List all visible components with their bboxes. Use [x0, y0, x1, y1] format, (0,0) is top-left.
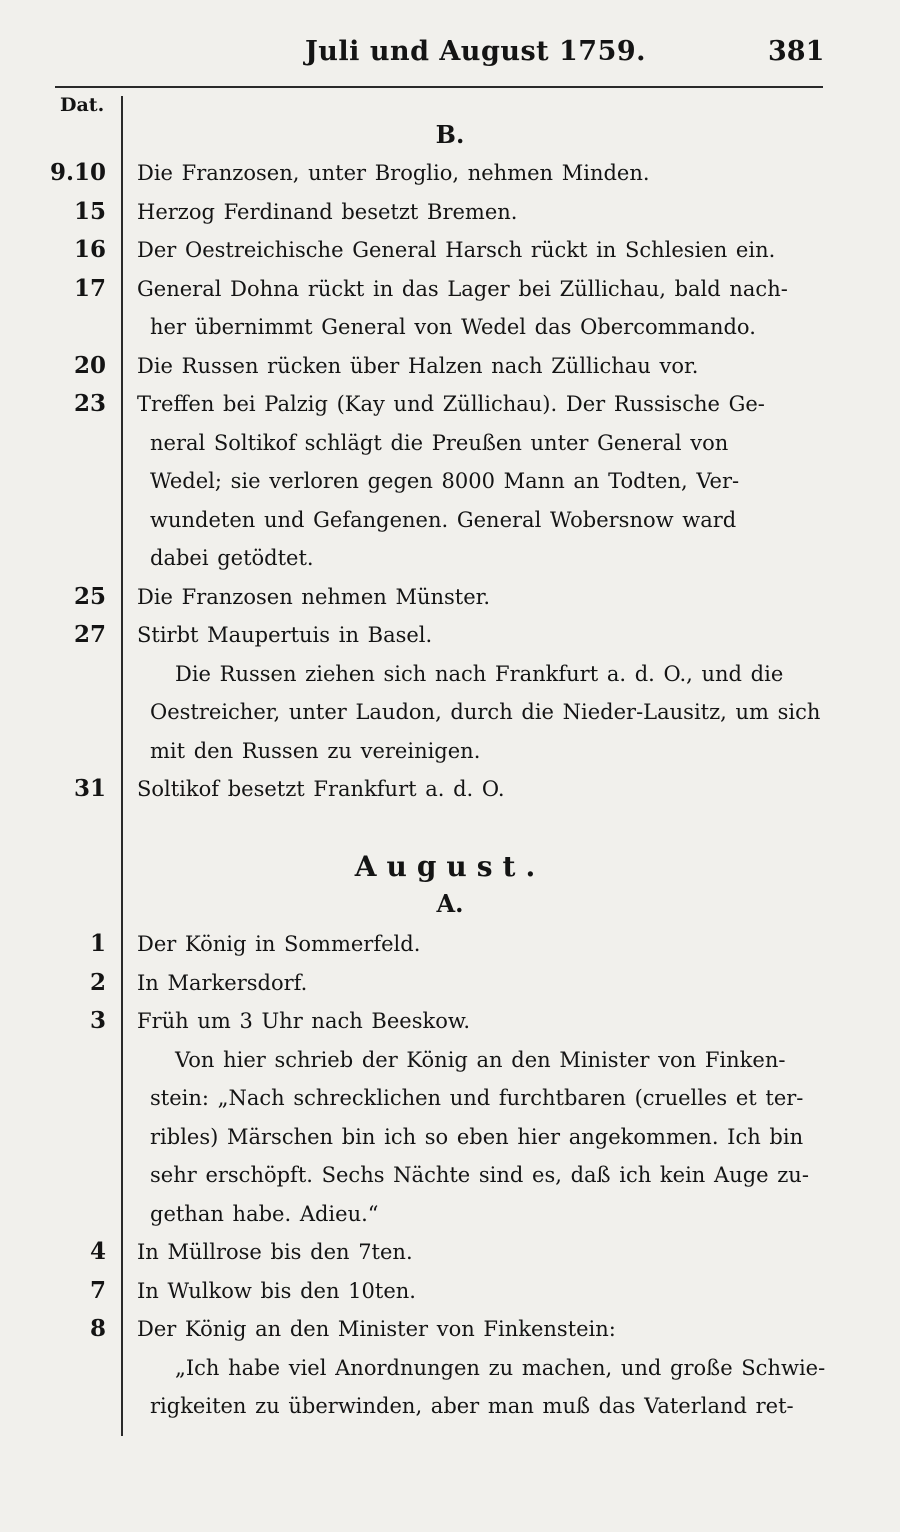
entry-date: 15 — [73, 197, 106, 225]
entry-line — [0, 193, 900, 231]
entry-date: 9.10 — [49, 159, 106, 186]
entry-line — [0, 770, 900, 808]
section-heading: A. — [436, 889, 464, 918]
entry-line — [0, 154, 900, 192]
entry-text: Die Russen rücken über Halzen nach Züllichau vor. — [137, 353, 699, 378]
entry-date: 23 — [73, 390, 106, 417]
entry-date: 31 — [73, 775, 106, 802]
entry-text: mit den Russen zu vereinigen. — [150, 738, 481, 763]
entry-line — [0, 1349, 900, 1387]
entry-line — [0, 925, 900, 963]
entry-line — [0, 732, 900, 770]
entry-text: In Wulkow bis den 10ten. — [137, 1278, 416, 1303]
entry-text: General Dohna rückt in das Lager bei Züllichau, bald nach- — [137, 276, 788, 301]
entry-line — [0, 693, 900, 731]
entry-text: Oestreicher, unter Laudon, durch die Nieder-Lausitz, um sich — [150, 700, 821, 724]
entry-text: neral Soltikof schlägt die Preußen unter General von — [150, 430, 729, 455]
entry-date: 7 — [89, 1276, 106, 1304]
entry-text: wundeten und Gefangenen. General Wobersnow ward — [150, 507, 737, 532]
page-number: 381 — [768, 36, 825, 67]
month-heading: August. — [354, 850, 546, 883]
entry-text: Früh um 3 Uhr nach Beeskow. — [137, 1009, 471, 1033]
entry-text: Herzog Ferdinand besetzt Bremen. — [137, 199, 518, 224]
entry-line — [0, 1310, 900, 1348]
entry-line — [0, 270, 900, 308]
entry-date: 4 — [89, 1238, 106, 1265]
entry-line — [0, 1195, 900, 1233]
entry-text: Die Franzosen nehmen Münster. — [137, 584, 491, 609]
entry-line — [0, 424, 900, 462]
entry-line — [0, 462, 900, 500]
entry-line — [0, 1002, 900, 1040]
date-column-label: Dat. — [60, 94, 105, 116]
entry-text: Die Franzosen, unter Broglio, nehmen Minden. — [137, 161, 650, 185]
entry-text: Von hier schrieb der König an den Minister von Finken- — [175, 1047, 786, 1072]
entry-line — [0, 1387, 900, 1425]
entry-line — [0, 308, 900, 346]
entry-line — [0, 578, 900, 616]
entry-date: 20 — [73, 351, 106, 379]
entry-line — [0, 1118, 900, 1156]
entry-date: 2 — [89, 968, 106, 996]
entry-line — [0, 655, 900, 693]
entry-text: sehr erschöpft. Sechs Nächte sind es, daß ich kein Auge zu- — [150, 1163, 809, 1187]
entry-text: Soltikof besetzt Frankfurt a. d. O. — [137, 777, 505, 801]
entry-text: Der König an den Minister von Finkenstein: — [137, 1317, 616, 1341]
entry-text: „Ich habe viel Anordnungen zu machen, und große Schwie- — [175, 1355, 826, 1380]
entry-line — [0, 1272, 900, 1310]
entry-date: 27 — [73, 621, 106, 648]
entry-line — [0, 539, 900, 577]
entry-text: ribles) Märschen bin ich so eben hier angekommen. Ich bin — [150, 1124, 804, 1149]
entry-line — [0, 964, 900, 1002]
entry-line — [0, 1079, 900, 1117]
entry-text: Treffen bei Palzig (Kay und Züllichau). Der Russische Ge- — [137, 392, 765, 416]
entry-date: 1 — [89, 930, 106, 957]
entry-text: Der König in Sommerfeld. — [137, 932, 421, 956]
entry-date: 16 — [73, 236, 106, 263]
entry-date: 17 — [73, 274, 106, 302]
entry-text: stein: „Nach schrecklichen und furchtbaren (cruelles et ter- — [150, 1086, 804, 1110]
entry-text: Stirbt Maupertuis in Basel. — [137, 623, 433, 647]
header-rule — [55, 86, 823, 88]
entry-text: gethan habe. Adieu.“ — [150, 1201, 379, 1226]
running-head — [0, 36, 900, 76]
section-heading: B. — [435, 120, 465, 149]
entry-text: In Müllrose bis den 7ten. — [137, 1240, 413, 1264]
entry-text: Der Oestreichische General Harsch rückt in Schlesien ein. — [137, 238, 776, 262]
entry-line — [0, 231, 900, 269]
entry-line — [0, 501, 900, 539]
entry-text: rigkeiten zu überwinden, aber man muß das Vaterland ret- — [150, 1394, 794, 1418]
entry-text: her übernimmt General von Wedel das Obercommando. — [150, 315, 756, 339]
entry-line — [0, 1041, 900, 1079]
entry-line — [0, 616, 900, 654]
entry-line — [0, 1156, 900, 1194]
entry-date: 25 — [73, 582, 106, 610]
running-title: Juli und August 1759. — [305, 36, 647, 67]
entry-text: dabei getödtet. — [150, 546, 314, 570]
entry-text: Die Russen ziehen sich nach Frankfurt a. d. O., und die — [175, 661, 784, 686]
entry-line — [0, 385, 900, 423]
entry-date: 8 — [89, 1315, 106, 1342]
entry-text: Wedel; sie verloren gegen 8000 Mann an Todten, Ver- — [150, 469, 740, 493]
entry-line — [0, 347, 900, 385]
entry-line — [0, 1233, 900, 1271]
entry-date: 3 — [89, 1007, 106, 1034]
entry-text: In Markersdorf. — [137, 970, 308, 995]
